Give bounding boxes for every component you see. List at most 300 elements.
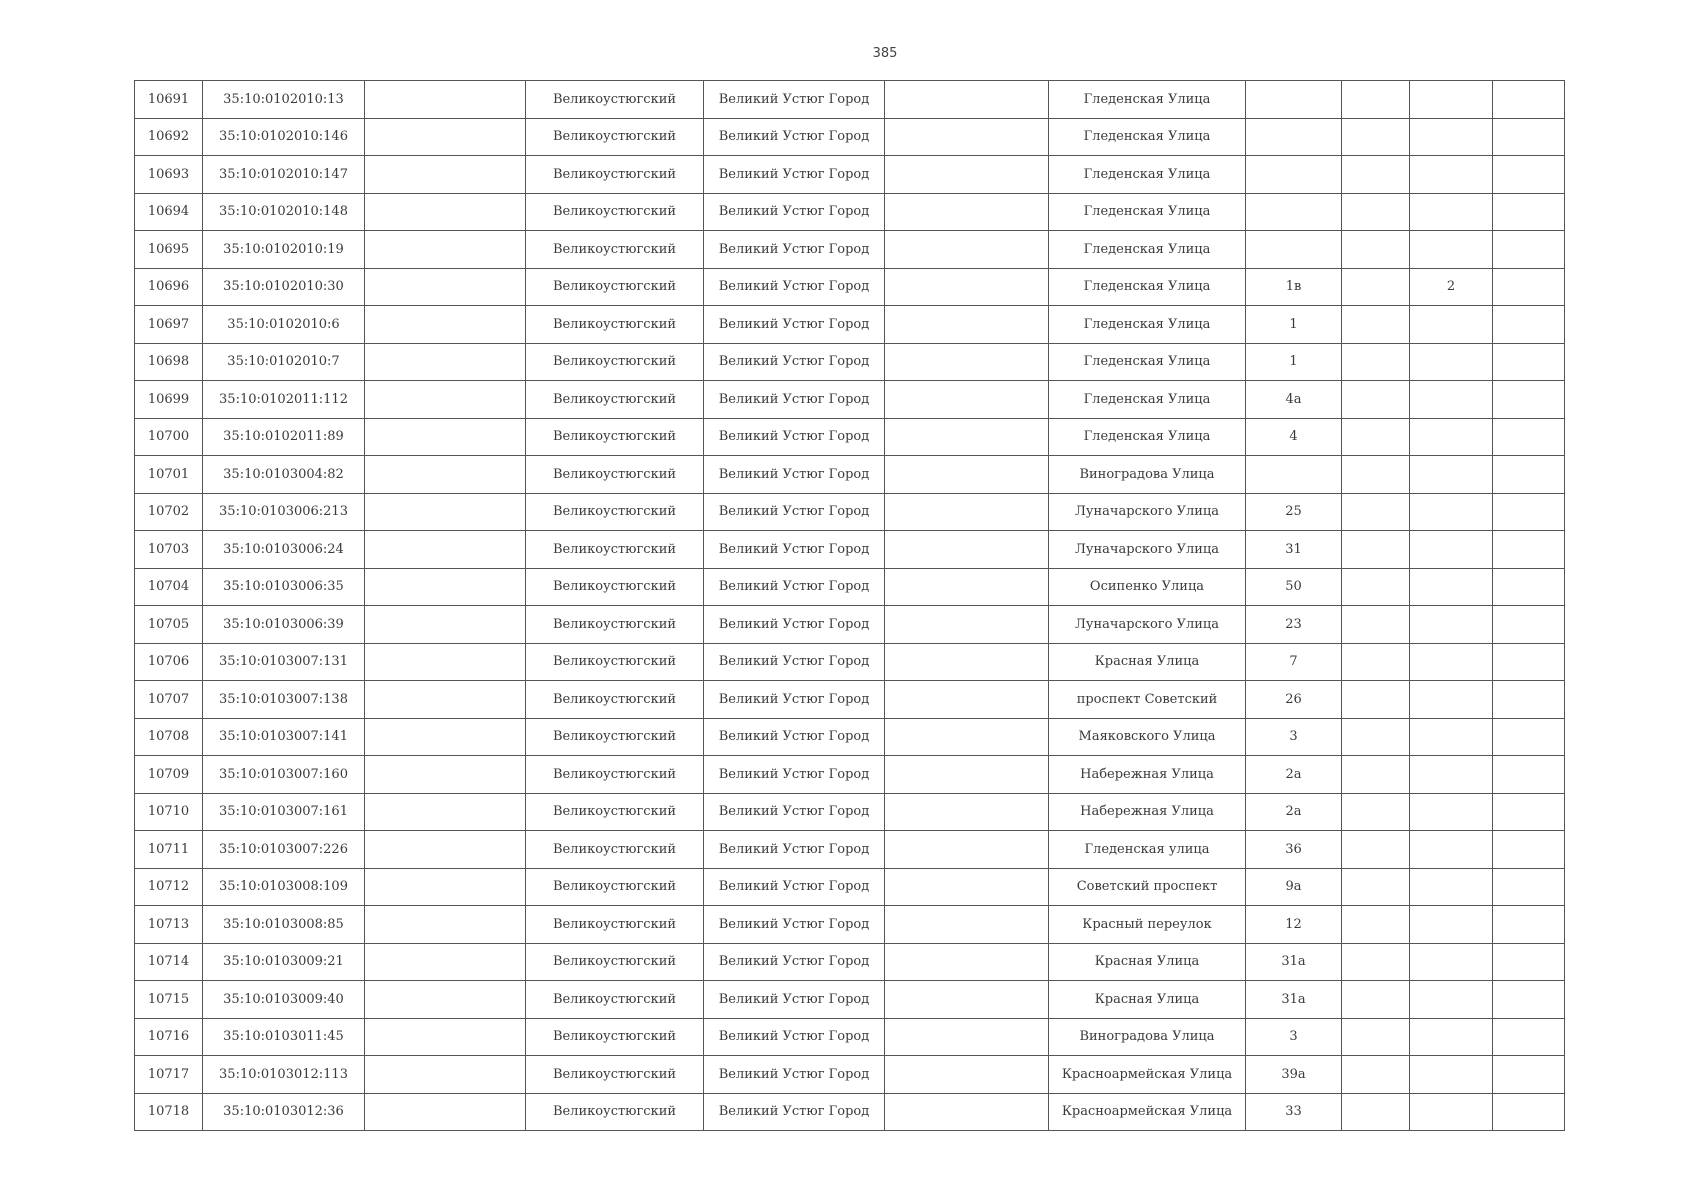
apartment-cell xyxy=(1410,306,1493,344)
empty-cell xyxy=(1493,756,1565,794)
house-number-cell: 36 xyxy=(1246,831,1342,869)
table-row xyxy=(135,418,1565,456)
apartment-cell xyxy=(1410,81,1493,119)
cadastral-number-cell: 35:10:0102010:148 xyxy=(203,193,365,231)
table-row xyxy=(135,381,1565,419)
table-row xyxy=(135,343,1565,381)
street-cell: Гледенская Улица xyxy=(1049,268,1246,306)
table-row xyxy=(135,681,1565,719)
street-cell: Гледенская Улица xyxy=(1049,81,1246,119)
record-number-cell: 10715 xyxy=(135,981,203,1019)
record-number-cell: 10698 xyxy=(135,343,203,381)
empty-cell xyxy=(1342,118,1410,156)
street-cell: Красный переулок xyxy=(1049,906,1246,944)
empty-cell xyxy=(1342,568,1410,606)
house-number-cell xyxy=(1246,193,1342,231)
empty-cell xyxy=(365,681,526,719)
settlement-cell: Великий Устюг Город xyxy=(704,81,885,119)
empty-cell xyxy=(1493,343,1565,381)
cadastral-number-cell: 35:10:0102010:7 xyxy=(203,343,365,381)
street-cell: Гледенская Улица xyxy=(1049,306,1246,344)
street-cell: Гледенская Улица xyxy=(1049,418,1246,456)
apartment-cell xyxy=(1410,981,1493,1019)
cadastral-number-cell: 35:10:0103009:21 xyxy=(203,943,365,981)
empty-cell xyxy=(1342,193,1410,231)
district-cell: Великоустюгский xyxy=(526,981,704,1019)
house-number-cell: 2а xyxy=(1246,793,1342,831)
district-cell: Великоустюгский xyxy=(526,568,704,606)
apartment-cell xyxy=(1410,231,1493,269)
cadastral-number-cell: 35:10:0103007:160 xyxy=(203,756,365,794)
cadastral-number-cell: 35:10:0102010:147 xyxy=(203,156,365,194)
empty-cell xyxy=(885,1056,1049,1094)
empty-cell xyxy=(365,568,526,606)
apartment-cell xyxy=(1410,493,1493,531)
apartment-cell xyxy=(1410,868,1493,906)
empty-cell xyxy=(1342,531,1410,569)
settlement-cell: Великий Устюг Город xyxy=(704,381,885,419)
record-number-cell: 10693 xyxy=(135,156,203,194)
empty-cell xyxy=(1493,81,1565,119)
empty-cell xyxy=(365,868,526,906)
apartment-cell xyxy=(1410,1056,1493,1094)
cadastral-number-cell: 35:10:0103007:161 xyxy=(203,793,365,831)
table-row xyxy=(135,793,1565,831)
empty-cell xyxy=(885,981,1049,1019)
cadastral-number-cell: 35:10:0103006:213 xyxy=(203,493,365,531)
record-number-cell: 10714 xyxy=(135,943,203,981)
empty-cell xyxy=(1342,643,1410,681)
street-cell: Луначарского Улица xyxy=(1049,606,1246,644)
house-number-cell: 50 xyxy=(1246,568,1342,606)
empty-cell xyxy=(1493,531,1565,569)
cadastral-number-cell: 35:10:0103008:109 xyxy=(203,868,365,906)
district-cell: Великоустюгский xyxy=(526,381,704,419)
empty-cell xyxy=(1493,156,1565,194)
apartment-cell xyxy=(1410,343,1493,381)
table-row xyxy=(135,456,1565,494)
empty-cell xyxy=(1493,231,1565,269)
empty-cell xyxy=(1493,718,1565,756)
empty-cell xyxy=(365,1018,526,1056)
district-cell: Великоустюгский xyxy=(526,643,704,681)
settlement-cell: Великий Устюг Город xyxy=(704,943,885,981)
house-number-cell: 31а xyxy=(1246,943,1342,981)
district-cell: Великоустюгский xyxy=(526,868,704,906)
house-number-cell: 4 xyxy=(1246,418,1342,456)
street-cell: Гледенская Улица xyxy=(1049,231,1246,269)
cadastral-number-cell: 35:10:0102010:19 xyxy=(203,231,365,269)
district-cell: Великоустюгский xyxy=(526,756,704,794)
record-number-cell: 10696 xyxy=(135,268,203,306)
empty-cell xyxy=(365,306,526,344)
empty-cell xyxy=(1493,418,1565,456)
empty-cell xyxy=(885,231,1049,269)
cadastral-number-cell: 35:10:0103004:82 xyxy=(203,456,365,494)
district-cell: Великоустюгский xyxy=(526,343,704,381)
house-number-cell: 9а xyxy=(1246,868,1342,906)
cadastral-number-cell: 35:10:0103006:39 xyxy=(203,606,365,644)
empty-cell xyxy=(365,643,526,681)
empty-cell xyxy=(885,756,1049,794)
apartment-cell xyxy=(1410,1093,1493,1131)
district-cell: Великоустюгский xyxy=(526,1056,704,1094)
empty-cell xyxy=(1342,868,1410,906)
apartment-cell xyxy=(1410,456,1493,494)
empty-cell xyxy=(885,718,1049,756)
empty-cell xyxy=(885,268,1049,306)
empty-cell xyxy=(1493,306,1565,344)
table-row xyxy=(135,268,1565,306)
district-cell: Великоустюгский xyxy=(526,418,704,456)
house-number-cell xyxy=(1246,456,1342,494)
empty-cell xyxy=(885,643,1049,681)
empty-cell xyxy=(1342,231,1410,269)
cadastral-number-cell: 35:10:0103012:36 xyxy=(203,1093,365,1131)
record-number-cell: 10712 xyxy=(135,868,203,906)
record-number-cell: 10701 xyxy=(135,456,203,494)
empty-cell xyxy=(885,906,1049,944)
street-cell: Гледенская Улица xyxy=(1049,381,1246,419)
district-cell: Великоустюгский xyxy=(526,231,704,269)
record-number-cell: 10709 xyxy=(135,756,203,794)
street-cell: Набережная Улица xyxy=(1049,756,1246,794)
street-cell: Красная Улица xyxy=(1049,981,1246,1019)
district-cell: Великоустюгский xyxy=(526,606,704,644)
street-cell: Гледенская Улица xyxy=(1049,193,1246,231)
house-number-cell: 12 xyxy=(1246,906,1342,944)
record-number-cell: 10707 xyxy=(135,681,203,719)
record-number-cell: 10718 xyxy=(135,1093,203,1131)
settlement-cell: Великий Устюг Город xyxy=(704,193,885,231)
cadastral-number-cell: 35:10:0102010:13 xyxy=(203,81,365,119)
empty-cell xyxy=(885,831,1049,869)
cadastral-number-cell: 35:10:0102011:112 xyxy=(203,381,365,419)
district-cell: Великоустюгский xyxy=(526,1093,704,1131)
record-number-cell: 10705 xyxy=(135,606,203,644)
empty-cell xyxy=(1493,943,1565,981)
district-cell: Великоустюгский xyxy=(526,118,704,156)
street-cell: Виноградова Улица xyxy=(1049,456,1246,494)
house-number-cell: 7 xyxy=(1246,643,1342,681)
apartment-cell xyxy=(1410,681,1493,719)
empty-cell xyxy=(1342,981,1410,1019)
apartment-cell xyxy=(1410,943,1493,981)
district-cell: Великоустюгский xyxy=(526,193,704,231)
record-number-cell: 10699 xyxy=(135,381,203,419)
empty-cell xyxy=(1342,156,1410,194)
settlement-cell: Великий Устюг Город xyxy=(704,268,885,306)
empty-cell xyxy=(885,531,1049,569)
empty-cell xyxy=(885,156,1049,194)
apartment-cell xyxy=(1410,381,1493,419)
cadastral-number-cell: 35:10:0102011:89 xyxy=(203,418,365,456)
cadastral-number-cell: 35:10:0103007:131 xyxy=(203,643,365,681)
table-row xyxy=(135,568,1565,606)
street-cell: проспект Советский xyxy=(1049,681,1246,719)
cadastral-number-cell: 35:10:0103006:35 xyxy=(203,568,365,606)
cadastral-number-cell: 35:10:0103007:138 xyxy=(203,681,365,719)
record-number-cell: 10706 xyxy=(135,643,203,681)
record-number-cell: 10716 xyxy=(135,1018,203,1056)
district-cell: Великоустюгский xyxy=(526,718,704,756)
street-cell: Луначарского Улица xyxy=(1049,493,1246,531)
record-number-cell: 10710 xyxy=(135,793,203,831)
empty-cell xyxy=(365,831,526,869)
empty-cell xyxy=(1493,493,1565,531)
registry-table xyxy=(134,80,1565,1131)
empty-cell xyxy=(1342,81,1410,119)
apartment-cell xyxy=(1410,118,1493,156)
cadastral-number-cell: 35:10:0103009:40 xyxy=(203,981,365,1019)
empty-cell xyxy=(885,81,1049,119)
empty-cell xyxy=(885,606,1049,644)
street-cell: Маяковского Улица xyxy=(1049,718,1246,756)
empty-cell xyxy=(365,793,526,831)
street-cell: Гледенская улица xyxy=(1049,831,1246,869)
settlement-cell: Великий Устюг Город xyxy=(704,906,885,944)
settlement-cell: Великий Устюг Город xyxy=(704,981,885,1019)
district-cell: Великоустюгский xyxy=(526,943,704,981)
empty-cell xyxy=(1493,1093,1565,1131)
empty-cell xyxy=(1342,906,1410,944)
house-number-cell xyxy=(1246,231,1342,269)
empty-cell xyxy=(885,943,1049,981)
street-cell: Красная Улица xyxy=(1049,943,1246,981)
empty-cell xyxy=(1493,681,1565,719)
district-cell: Великоустюгский xyxy=(526,831,704,869)
apartment-cell xyxy=(1410,831,1493,869)
settlement-cell: Великий Устюг Город xyxy=(704,681,885,719)
page-number: 385 xyxy=(872,46,898,61)
record-number-cell: 10711 xyxy=(135,831,203,869)
house-number-cell xyxy=(1246,156,1342,194)
apartment-cell xyxy=(1410,156,1493,194)
cadastral-number-cell: 35:10:0102010:146 xyxy=(203,118,365,156)
empty-cell xyxy=(885,1093,1049,1131)
table-row xyxy=(135,231,1565,269)
empty-cell xyxy=(1493,1018,1565,1056)
apartment-cell xyxy=(1410,906,1493,944)
settlement-cell: Великий Устюг Город xyxy=(704,831,885,869)
house-number-cell: 4а xyxy=(1246,381,1342,419)
street-cell: Набережная Улица xyxy=(1049,793,1246,831)
empty-cell xyxy=(365,268,526,306)
empty-cell xyxy=(365,343,526,381)
empty-cell xyxy=(1342,681,1410,719)
settlement-cell: Великий Устюг Город xyxy=(704,531,885,569)
empty-cell xyxy=(1342,493,1410,531)
table-row xyxy=(135,531,1565,569)
empty-cell xyxy=(885,868,1049,906)
empty-cell xyxy=(365,718,526,756)
street-cell: Луначарского Улица xyxy=(1049,531,1246,569)
record-number-cell: 10697 xyxy=(135,306,203,344)
street-cell: Советский проспект xyxy=(1049,868,1246,906)
street-cell: Осипенко Улица xyxy=(1049,568,1246,606)
house-number-cell: 3 xyxy=(1246,1018,1342,1056)
record-number-cell: 10702 xyxy=(135,493,203,531)
apartment-cell xyxy=(1410,531,1493,569)
record-number-cell: 10691 xyxy=(135,81,203,119)
empty-cell xyxy=(885,118,1049,156)
empty-cell xyxy=(365,493,526,531)
house-number-cell: 31а xyxy=(1246,981,1342,1019)
empty-cell xyxy=(885,456,1049,494)
empty-cell xyxy=(1493,793,1565,831)
district-cell: Великоустюгский xyxy=(526,681,704,719)
apartment-cell xyxy=(1410,193,1493,231)
table-row xyxy=(135,1018,1565,1056)
settlement-cell: Великий Устюг Город xyxy=(704,756,885,794)
record-number-cell: 10717 xyxy=(135,1056,203,1094)
district-cell: Великоустюгский xyxy=(526,268,704,306)
apartment-cell xyxy=(1410,756,1493,794)
record-number-cell: 10713 xyxy=(135,906,203,944)
empty-cell xyxy=(1342,756,1410,794)
table-row xyxy=(135,1093,1565,1131)
table-row xyxy=(135,306,1565,344)
apartment-cell xyxy=(1410,1018,1493,1056)
settlement-cell: Великий Устюг Город xyxy=(704,1056,885,1094)
record-number-cell: 10703 xyxy=(135,531,203,569)
house-number-cell: 31 xyxy=(1246,531,1342,569)
table-row xyxy=(135,718,1565,756)
district-cell: Великоустюгский xyxy=(526,456,704,494)
table-row xyxy=(135,756,1565,794)
settlement-cell: Великий Устюг Город xyxy=(704,493,885,531)
settlement-cell: Великий Устюг Город xyxy=(704,868,885,906)
record-number-cell: 10704 xyxy=(135,568,203,606)
table-row xyxy=(135,981,1565,1019)
table-row xyxy=(135,943,1565,981)
table-row xyxy=(135,831,1565,869)
empty-cell xyxy=(365,606,526,644)
table-row xyxy=(135,81,1565,119)
settlement-cell: Великий Устюг Город xyxy=(704,1093,885,1131)
district-cell: Великоустюгский xyxy=(526,906,704,944)
empty-cell xyxy=(1342,718,1410,756)
district-cell: Великоустюгский xyxy=(526,793,704,831)
empty-cell xyxy=(1493,456,1565,494)
empty-cell xyxy=(1493,981,1565,1019)
empty-cell xyxy=(365,531,526,569)
empty-cell xyxy=(1493,118,1565,156)
table-row xyxy=(135,193,1565,231)
empty-cell xyxy=(365,1093,526,1131)
record-number-cell: 10700 xyxy=(135,418,203,456)
empty-cell xyxy=(365,981,526,1019)
street-cell: Красноармейская Улица xyxy=(1049,1093,1246,1131)
apartment-cell xyxy=(1410,793,1493,831)
empty-cell xyxy=(1342,343,1410,381)
settlement-cell: Великий Устюг Город xyxy=(704,306,885,344)
cadastral-number-cell: 35:10:0103007:226 xyxy=(203,831,365,869)
district-cell: Великоустюгский xyxy=(526,306,704,344)
empty-cell xyxy=(1342,793,1410,831)
settlement-cell: Великий Устюг Город xyxy=(704,568,885,606)
empty-cell xyxy=(1342,1056,1410,1094)
empty-cell xyxy=(1342,943,1410,981)
empty-cell xyxy=(885,343,1049,381)
table-row xyxy=(135,1056,1565,1094)
house-number-cell xyxy=(1246,118,1342,156)
empty-cell xyxy=(1342,1093,1410,1131)
district-cell: Великоустюгский xyxy=(526,81,704,119)
empty-cell xyxy=(1493,606,1565,644)
cadastral-number-cell: 35:10:0103007:141 xyxy=(203,718,365,756)
apartment-cell xyxy=(1410,606,1493,644)
empty-cell xyxy=(1342,268,1410,306)
house-number-cell: 2а xyxy=(1246,756,1342,794)
settlement-cell: Великий Устюг Город xyxy=(704,456,885,494)
table-row xyxy=(135,868,1565,906)
empty-cell xyxy=(885,381,1049,419)
apartment-cell xyxy=(1410,643,1493,681)
district-cell: Великоустюгский xyxy=(526,156,704,194)
settlement-cell: Великий Устюг Город xyxy=(704,606,885,644)
record-number-cell: 10694 xyxy=(135,193,203,231)
cadastral-number-cell: 35:10:0103006:24 xyxy=(203,531,365,569)
empty-cell xyxy=(885,493,1049,531)
house-number-cell: 1в xyxy=(1246,268,1342,306)
settlement-cell: Великий Устюг Город xyxy=(704,343,885,381)
street-cell: Красная Улица xyxy=(1049,643,1246,681)
settlement-cell: Великий Устюг Город xyxy=(704,1018,885,1056)
empty-cell xyxy=(1342,418,1410,456)
settlement-cell: Великий Устюг Город xyxy=(704,418,885,456)
empty-cell xyxy=(885,681,1049,719)
settlement-cell: Великий Устюг Город xyxy=(704,793,885,831)
settlement-cell: Великий Устюг Город xyxy=(704,118,885,156)
cadastral-number-cell: 35:10:0103008:85 xyxy=(203,906,365,944)
table-row xyxy=(135,156,1565,194)
street-cell: Виноградова Улица xyxy=(1049,1018,1246,1056)
settlement-cell: Великий Устюг Город xyxy=(704,156,885,194)
empty-cell xyxy=(1342,606,1410,644)
settlement-cell: Великий Устюг Город xyxy=(704,231,885,269)
empty-cell xyxy=(365,756,526,794)
house-number-cell: 26 xyxy=(1246,681,1342,719)
empty-cell xyxy=(1342,381,1410,419)
empty-cell xyxy=(365,118,526,156)
empty-cell xyxy=(885,793,1049,831)
empty-cell xyxy=(885,193,1049,231)
house-number-cell: 25 xyxy=(1246,493,1342,531)
empty-cell xyxy=(885,418,1049,456)
street-cell: Гледенская Улица xyxy=(1049,343,1246,381)
empty-cell xyxy=(365,906,526,944)
apartment-cell: 2 xyxy=(1410,268,1493,306)
street-cell: Красноармейская Улица xyxy=(1049,1056,1246,1094)
house-number-cell: 23 xyxy=(1246,606,1342,644)
empty-cell xyxy=(365,231,526,269)
district-cell: Великоустюгский xyxy=(526,1018,704,1056)
cadastral-number-cell: 35:10:0103011:45 xyxy=(203,1018,365,1056)
empty-cell xyxy=(1342,456,1410,494)
empty-cell xyxy=(365,193,526,231)
settlement-cell: Великий Устюг Город xyxy=(704,718,885,756)
empty-cell xyxy=(1342,306,1410,344)
empty-cell xyxy=(365,943,526,981)
empty-cell xyxy=(1342,831,1410,869)
empty-cell xyxy=(365,418,526,456)
empty-cell xyxy=(365,156,526,194)
empty-cell xyxy=(365,1056,526,1094)
settlement-cell: Великий Устюг Город xyxy=(704,643,885,681)
table-row xyxy=(135,118,1565,156)
district-cell: Великоустюгский xyxy=(526,531,704,569)
